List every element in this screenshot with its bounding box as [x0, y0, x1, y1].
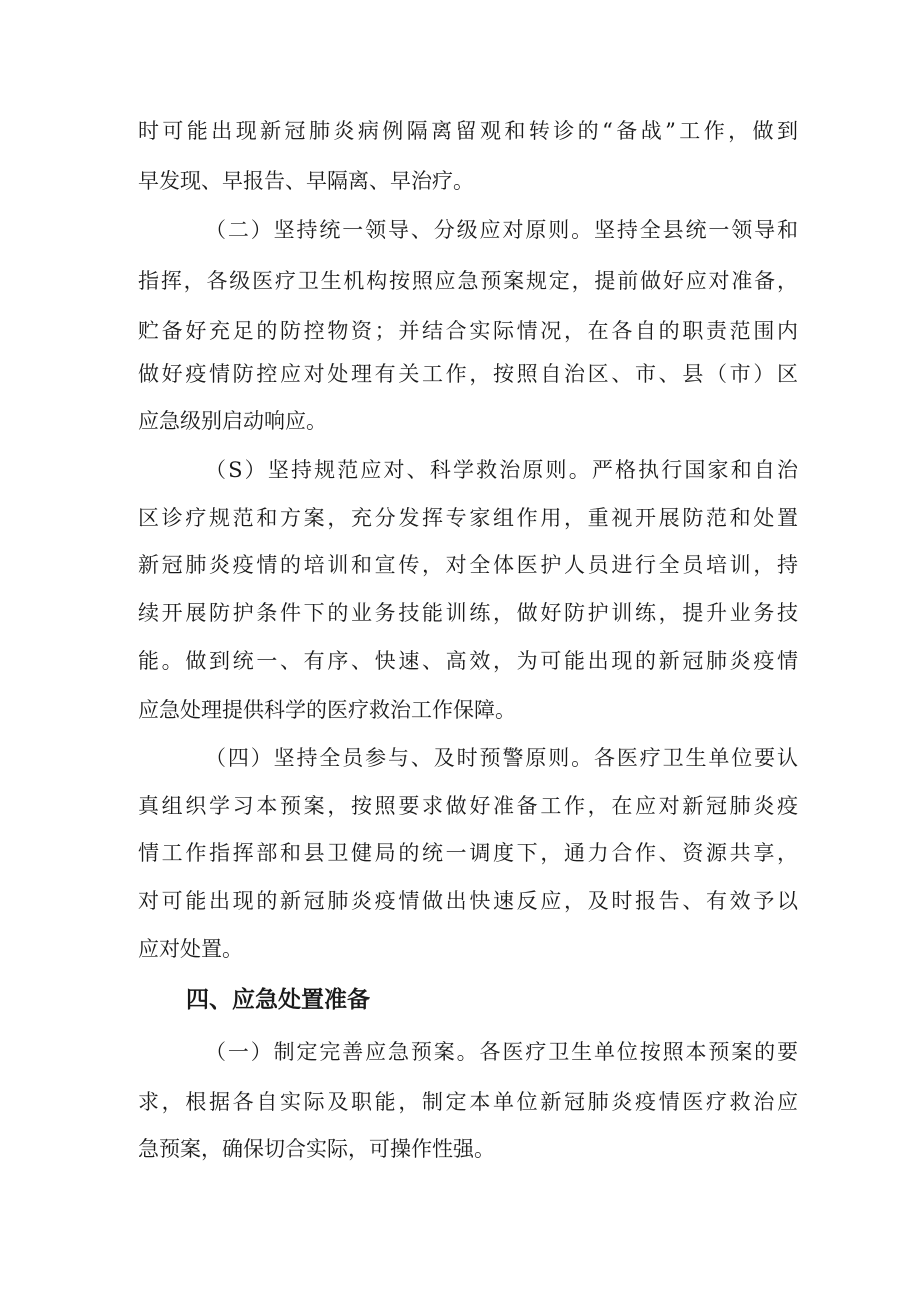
paragraph-line: 续开展防护条件下的业务技能训练，做好防护训练，提升业务技	[138, 601, 798, 625]
paragraph-line: 新冠肺炎疫情的培训和宣传，对全体医护人员进行全员培训，持	[138, 553, 798, 577]
paragraph-line: 急预案，确保切合实际，可操作性强。	[138, 1137, 495, 1161]
paragraph-line: （二）坚持统一领导、分级应对原则。坚持全县统一领导和	[205, 218, 798, 242]
paragraph-line: 能。做到统一、有序、快速、高效，为可能出现的新冠肺炎疫情	[138, 649, 798, 673]
paragraph-line: 求，根据各自实际及职能，制定本单位新冠肺炎疫情医疗救治应	[138, 1090, 798, 1114]
paragraph-line: 真组织学习本预案，按照要求做好准备工作，在应对新冠肺炎疫	[138, 794, 798, 818]
paragraph-line: 贮备好充足的防控物资；并结合实际情况，在各自的职责范围内	[138, 319, 798, 343]
paragraph-line: 对可能出现的新冠肺炎疫情做出快速反应，及时报告、有效予以	[138, 889, 798, 913]
paragraph-line: 应对处置。	[138, 937, 243, 961]
paragraph-line: 应急处理提供科学的医疗救治工作保障。	[138, 698, 516, 722]
paragraph-line: 早发现、早报告、早隔离、早治疗。	[138, 169, 474, 193]
paragraph-line: 情工作指挥部和县卫健局的统一调度下，通力合作、资源共享，	[138, 841, 798, 865]
paragraph-line: 指挥，各级医疗卫生机构按照应急预案规定，提前做好应对准备，	[138, 269, 798, 293]
paragraph-line: 时可能出现新冠肺炎病例隔离留观和转诊的“备战”工作，做到	[138, 119, 798, 143]
paragraph-line: （一）制定完善应急预案。各医疗卫生单位按照本预案的要	[205, 1040, 798, 1064]
paragraph-line: 做好疫情防控应对处理有关工作，按照自治区、市、县（市）区	[138, 362, 798, 386]
paragraph-line: 应急级别启动响应。	[138, 409, 327, 433]
section-heading: 四、应急处置准备	[186, 987, 370, 1013]
paragraph-line: （四）坚持全员参与、及时预警原则。各医疗卫生单位要认	[205, 746, 798, 770]
paragraph-line: （S）坚持规范应对、科学救治原则。严格执行国家和自治	[205, 458, 798, 482]
paragraph-line: 区诊疗规范和方案，充分发挥专家组作用，重视开展防范和处置	[138, 506, 798, 530]
